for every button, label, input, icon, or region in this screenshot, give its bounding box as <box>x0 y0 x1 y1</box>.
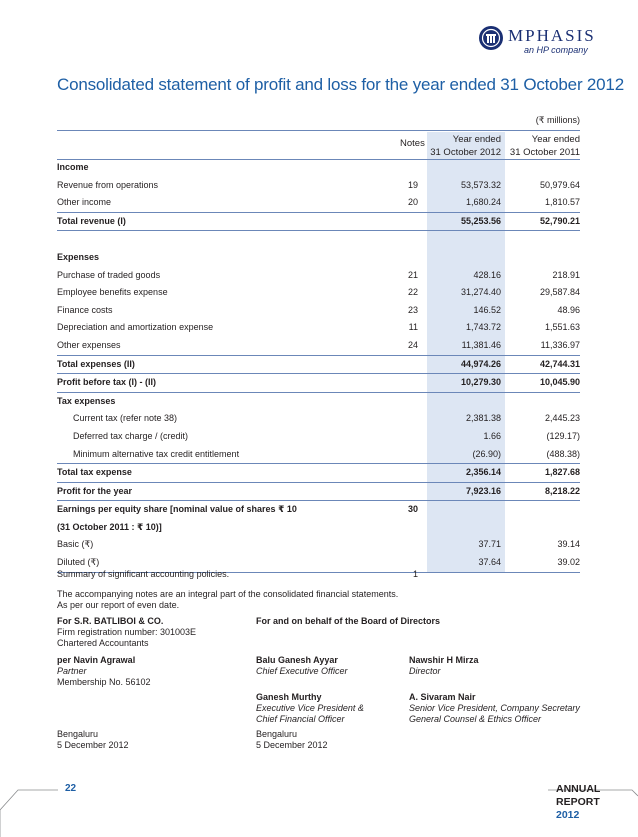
table-row <box>57 410 580 428</box>
paragraph-line2: As per our report of even date. <box>57 600 180 610</box>
auditor-date: 5 December 2012 <box>57 740 129 750</box>
board-heading: For and on behalf of the Board of Directors <box>256 616 441 626</box>
table-row <box>57 212 580 232</box>
row-label: Revenue from operations <box>57 179 159 190</box>
auditor-signer-block <box>57 655 151 688</box>
signatory-role-line1: Executive Vice President & <box>256 703 364 713</box>
table-row <box>57 393 580 411</box>
row-label: Total revenue (I) <box>57 215 126 226</box>
row-value-2012: 2,381.38 <box>465 413 501 424</box>
header-prior-year <box>507 133 580 159</box>
annual-report-label <box>556 783 600 822</box>
row-value-2011: 218.91 <box>552 269 580 280</box>
row-value-2011: 48.96 <box>557 304 580 315</box>
row-label: Earnings per equity share [nominal value of shares ₹ 10 <box>57 504 297 515</box>
row-value-2012: 44,974.26 <box>460 358 501 369</box>
signatory-role-line2: General Counsel & Ethics Officer <box>409 714 542 724</box>
row-note: 30 <box>407 504 418 515</box>
report-year: 2012 <box>556 809 580 821</box>
auditor-city: Bengaluru <box>57 729 99 739</box>
signatory-name: Ganesh Murthy <box>256 692 322 702</box>
row-label: Profit before tax (I) - (II) <box>57 377 156 388</box>
row-value-2012: 55,253.56 <box>460 215 501 226</box>
row-label: Expenses <box>57 251 100 262</box>
auditor-firm-block <box>57 616 196 649</box>
board-city: Bengaluru <box>256 729 298 739</box>
board-place-date <box>256 729 328 751</box>
header-current-year <box>427 133 501 159</box>
header-prior-year-line2: 31 October 2011 <box>509 147 580 158</box>
row-value-2011: 39.14 <box>557 539 580 550</box>
signatory-role-line1: Senior Vice President, Company Secretary <box>409 703 580 713</box>
auditor-registration: Firm registration number: 301003E <box>57 627 197 637</box>
header-current-year-line1: Year ended <box>452 134 501 145</box>
row-value-2012: (26.90) <box>472 448 501 459</box>
page-title: Consolidated statement of profit and loss for the year ended 31 October 2012 <box>57 75 624 94</box>
row-value-2011: (129.17) <box>546 430 580 441</box>
row-value-2011: 1,810.57 <box>544 197 580 208</box>
table-row <box>57 194 580 212</box>
header-prior-year-line1: Year ended <box>531 134 580 145</box>
table-row <box>57 519 580 537</box>
row-value-2011: 39.02 <box>557 557 580 568</box>
header-current-year-line2: 31 October 2012 <box>430 147 501 158</box>
company-logo <box>478 24 618 60</box>
mphasis-emblem-icon <box>478 25 504 51</box>
signatory-director <box>409 655 479 677</box>
row-label: Purchase of traded goods <box>57 269 161 280</box>
row-label: Finance costs <box>57 304 113 315</box>
row-label: Total expenses (II) <box>57 358 135 369</box>
table-row <box>57 249 580 267</box>
paragraph-line1: The accompanying notes are an integral part of the consolidated financial statements. <box>57 589 399 599</box>
signatory-ceo <box>256 655 348 677</box>
notes-paragraph <box>57 589 398 611</box>
row-value-2012: 31,274.40 <box>460 287 501 298</box>
row-value-2012: 1,680.24 <box>465 197 501 208</box>
row-label: (31 October 2011 : ₹ 10)] <box>57 521 162 532</box>
brand-tagline: an HP company <box>524 45 588 55</box>
table-row <box>57 428 580 446</box>
row-value-2012: 37.71 <box>478 539 501 550</box>
header-rule-top <box>57 130 580 131</box>
row-value-2011: 50,979.64 <box>539 179 580 190</box>
row-value-2012: 10,279.30 <box>460 377 501 388</box>
signatory-role: Director <box>409 666 441 676</box>
row-value-2012: 146.52 <box>473 304 501 315</box>
row-label: Other income <box>57 197 112 208</box>
row-value-2011: 1,827.68 <box>544 467 580 478</box>
row-label: Current tax (refer note 38) <box>73 413 178 424</box>
table-body <box>57 159 580 573</box>
signatory-name: Balu Ganesh Ayyar <box>256 655 338 665</box>
row-label: Profit for the year <box>57 485 133 496</box>
signatory-role: Chief Executive Officer <box>256 666 348 676</box>
row-value-2011: 1,551.63 <box>544 322 580 333</box>
signatory-name: Nawshir H Mirza <box>409 655 479 665</box>
row-label: Basic (₹) <box>57 539 94 550</box>
table-row <box>57 267 580 285</box>
row-value-2012: 37.64 <box>478 557 501 568</box>
auditor-type: Chartered Accountants <box>57 638 149 648</box>
table-row <box>57 463 580 483</box>
row-label: Total tax expense <box>57 467 132 478</box>
auditor-role: Partner <box>57 666 87 676</box>
auditor-membership: Membership No. 56102 <box>57 677 151 687</box>
row-note: 11 <box>408 322 418 333</box>
summary-note: 1 <box>412 569 418 579</box>
row-note: 23 <box>407 304 418 315</box>
table-row <box>57 501 580 519</box>
auditor-firm: For S.R. BATLIBOI & CO. <box>57 616 164 626</box>
brand-name: MPHASIS <box>508 26 596 45</box>
table-row <box>57 159 580 177</box>
row-value-2011: 2,445.23 <box>544 413 580 424</box>
table-row <box>57 536 580 554</box>
row-label: Minimum alternative tax credit entitlement <box>73 448 240 459</box>
row-value-2012: 1,743.72 <box>465 322 501 333</box>
table-row <box>57 319 580 337</box>
annual-label: ANNUAL <box>556 783 601 795</box>
row-label: Deferred tax charge / (credit) <box>73 430 189 441</box>
row-value-2012: 2,356.14 <box>465 467 501 478</box>
table-row <box>57 302 580 320</box>
row-value-2012: 53,573.32 <box>460 179 501 190</box>
board-heading-block <box>256 616 440 627</box>
row-value-2012: 11,381.46 <box>461 339 501 350</box>
row-note: 22 <box>407 287 418 298</box>
row-value-2011: 8,218.22 <box>544 485 580 496</box>
table-row <box>57 483 580 502</box>
table-row <box>57 355 580 375</box>
row-note: 19 <box>407 179 418 190</box>
table-row <box>57 337 580 355</box>
signatory-secretary <box>409 692 580 725</box>
table-row <box>57 177 580 195</box>
row-value-2011: (488.38) <box>546 448 580 459</box>
footer-corner-left <box>0 780 60 837</box>
summary-line <box>57 569 580 579</box>
row-note: 20 <box>407 197 418 208</box>
row-value-2011: 29,587.84 <box>539 287 580 298</box>
table-spacer <box>57 231 580 249</box>
row-value-2011: 52,790.21 <box>539 215 580 226</box>
signatory-name: A. Sivaram Nair <box>409 692 476 702</box>
signatory-cfo <box>256 692 364 725</box>
row-label: Other expenses <box>57 339 121 350</box>
signatory-role-line2: Chief Financial Officer <box>256 714 345 724</box>
table-row <box>57 446 580 464</box>
auditor-signer: per Navin Agrawal <box>57 655 136 665</box>
row-value-2012: 1.66 <box>483 430 501 441</box>
row-label: Tax expenses <box>57 395 116 406</box>
row-label: Depreciation and amortization expense <box>57 322 214 333</box>
row-value-2011: 10,045.90 <box>539 377 580 388</box>
row-value-2012: 7,923.16 <box>465 485 501 496</box>
row-value-2011: 11,336.97 <box>540 339 580 350</box>
row-value-2012: 428.16 <box>473 269 501 280</box>
header-notes: Notes <box>400 138 425 149</box>
row-label: Diluted (₹) <box>57 557 100 568</box>
summary-label: Summary of significant accounting policies. <box>57 569 230 579</box>
report-label: REPORT <box>556 796 600 808</box>
row-label: Income <box>57 162 89 172</box>
auditor-place-date <box>57 729 129 751</box>
row-value-2011: 42,744.31 <box>539 358 580 369</box>
row-note: 21 <box>407 269 418 280</box>
units-label: (₹ millions) <box>535 115 580 125</box>
table-row <box>57 284 580 302</box>
table-row <box>57 374 580 393</box>
row-note: 24 <box>407 339 418 350</box>
board-date: 5 December 2012 <box>256 740 328 750</box>
page-number: 22 <box>65 783 77 794</box>
row-label: Employee benefits expense <box>57 287 168 298</box>
